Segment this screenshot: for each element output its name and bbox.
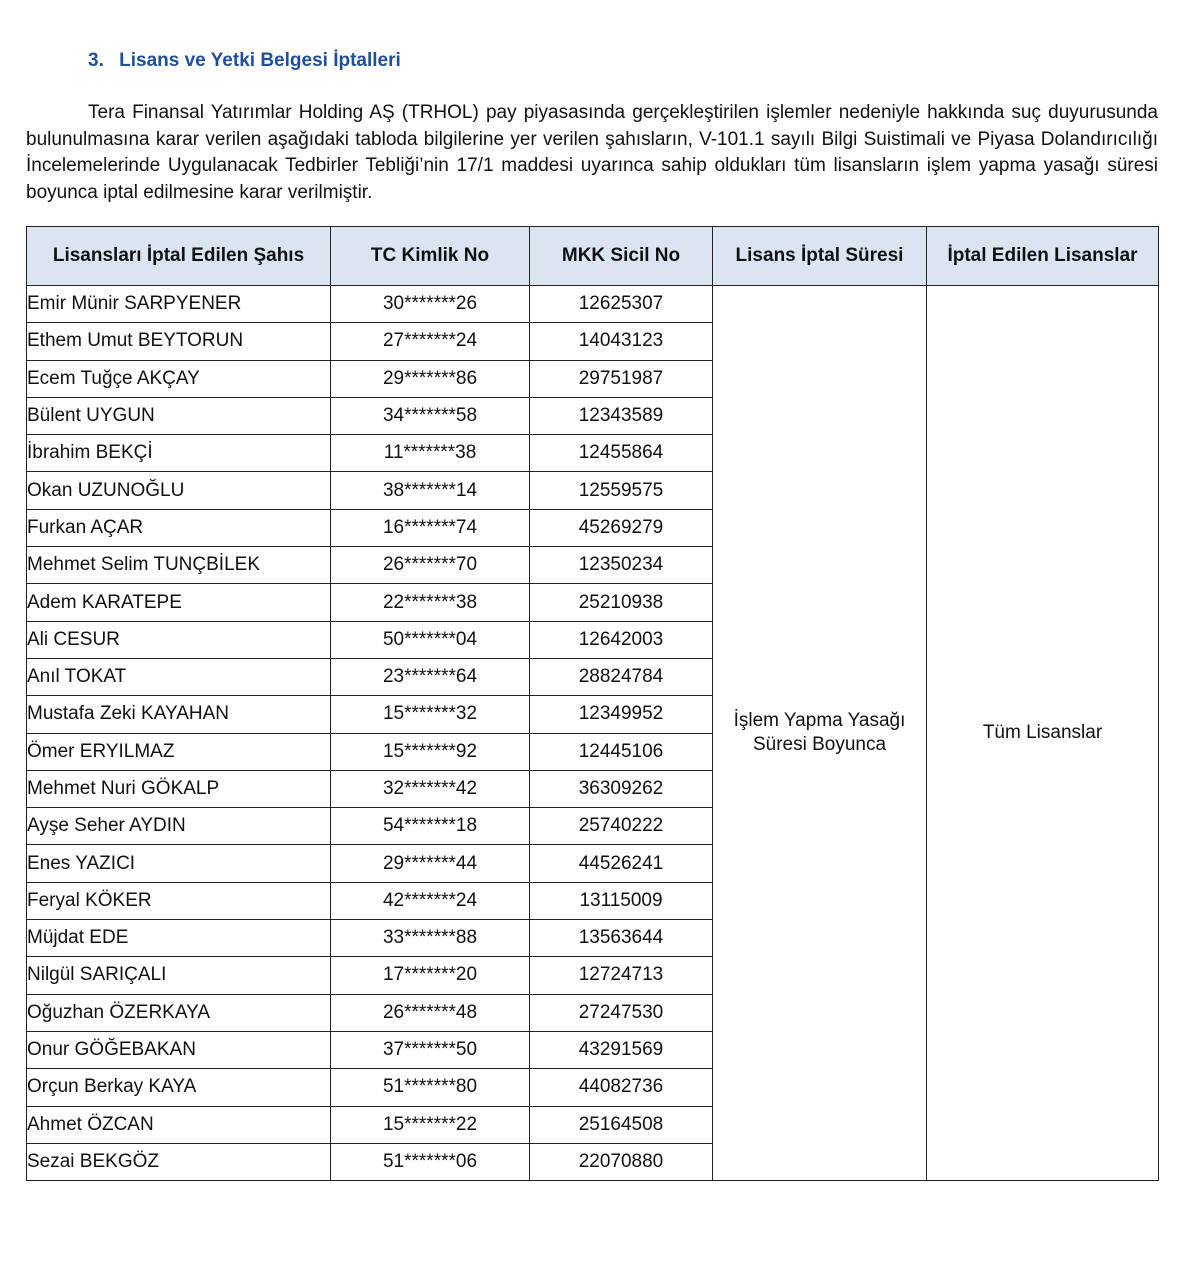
license-cancellation-table [26,226,1159,1181]
tc-no-cell: 51*******80 [331,1069,530,1106]
header-person: Lisansları İptal Edilen Şahıs [27,227,331,286]
person-name-cell: İbrahim BEKÇİ [27,435,331,472]
tc-no-cell: 30*******26 [331,286,530,323]
header-tc-no: TC Kimlik No [331,227,530,286]
section-title: Lisans ve Yetki Belgesi İptalleri [119,50,401,71]
mkk-no-cell: 12559575 [530,472,713,509]
person-name-cell: Ayşe Seher AYDIN [27,808,331,845]
person-name-cell: Oğuzhan ÖZERKAYA [27,994,331,1031]
mkk-no-cell: 45269279 [530,509,713,546]
tc-no-cell: 16*******74 [331,509,530,546]
tc-no-cell: 15*******32 [331,696,530,733]
tc-no-cell: 11*******38 [331,435,530,472]
person-name-cell: Ahmet ÖZCAN [27,1106,331,1143]
person-name-cell: Sezai BEKGÖZ [27,1143,331,1180]
mkk-no-cell: 28824784 [530,658,713,695]
header-mkk-no: MKK Sicil No [530,227,713,286]
mkk-no-cell: 44082736 [530,1069,713,1106]
table-header-row [27,227,1159,286]
intro-paragraph: Tera Finansal Yatırımlar Holding AŞ (TRHOL) pay piyasasında gerçekleştirilen işlemler nedeniyle hakkında suç duyurusunda bulunulmasına karar verilen aşağıdaki tabloda bilgilerine yer verilen şahısların, V-101.1 sayılı Bilgi Suistimali ve Piyasa Dolandırıcılığı İncelemelerinde Uygulanacak Tedbirler Tebliği’nin 17/1 maddesi uyarınca sahip oldukları tüm lisansların işlem yapma yasağı süresi boyunca iptal edilmesine karar verilmiştir. [26,102,1158,203]
mkk-no-cell: 13115009 [530,882,713,919]
section-heading [88,50,401,72]
mkk-no-cell: 43291569 [530,1031,713,1068]
mkk-no-cell: 12455864 [530,435,713,472]
tc-no-cell: 33*******88 [331,920,530,957]
person-name-cell: Enes YAZICI [27,845,331,882]
person-name-cell: Müjdat EDE [27,920,331,957]
licenses-cell: Tüm Lisanslar [927,286,1159,1181]
person-name-cell: Mehmet Nuri GÖKALP [27,770,331,807]
tc-no-cell: 27*******24 [331,323,530,360]
header-duration: Lisans İptal Süresi [713,227,927,286]
tc-no-cell: 23*******64 [331,658,530,695]
mkk-no-cell: 29751987 [530,360,713,397]
section-number: 3. [88,50,104,71]
person-name-cell: Mustafa Zeki KAYAHAN [27,696,331,733]
mkk-no-cell: 12724713 [530,957,713,994]
mkk-no-cell: 25210938 [530,584,713,621]
mkk-no-cell: 44526241 [530,845,713,882]
mkk-no-cell: 12350234 [530,547,713,584]
mkk-no-cell: 25740222 [530,808,713,845]
table-body [27,286,1159,1181]
tc-no-cell: 34*******58 [331,397,530,434]
person-name-cell: Bülent UYGUN [27,397,331,434]
tc-no-cell: 37*******50 [331,1031,530,1068]
person-name-cell: Anıl TOKAT [27,658,331,695]
duration-line-2: Süresi Boyunca [752,734,887,756]
person-name-cell: Ecem Tuğçe AKÇAY [27,360,331,397]
tc-no-cell: 29*******44 [331,845,530,882]
person-name-cell: Mehmet Selim TUNÇBİLEK [27,547,331,584]
mkk-no-cell: 27247530 [530,994,713,1031]
person-name-cell: Orçun Berkay KAYA [27,1069,331,1106]
mkk-no-cell: 12349952 [530,696,713,733]
tc-no-cell: 32*******42 [331,770,530,807]
person-name-cell: Nilgül SARIÇALI [27,957,331,994]
tc-no-cell: 38*******14 [331,472,530,509]
person-name-cell: Emir Münir SARPYENER [27,286,331,323]
mkk-no-cell: 14043123 [530,323,713,360]
duration-cell [713,286,927,1181]
duration-line-1: İşlem Yapma Yasağı [733,710,906,732]
tc-no-cell: 54*******18 [331,808,530,845]
mkk-no-cell: 12445106 [530,733,713,770]
tc-no-cell: 15*******92 [331,733,530,770]
person-name-cell: Ethem Umut BEYTORUN [27,323,331,360]
person-name-cell: Adem KARATEPE [27,584,331,621]
person-name-cell: Onur GÖĞEBAKAN [27,1031,331,1068]
tc-no-cell: 26*******48 [331,994,530,1031]
tc-no-cell: 26*******70 [331,547,530,584]
tc-no-cell: 22*******38 [331,584,530,621]
tc-no-cell: 51*******06 [331,1143,530,1180]
mkk-no-cell: 12625307 [530,286,713,323]
mkk-no-cell: 25164508 [530,1106,713,1143]
mkk-no-cell: 36309262 [530,770,713,807]
header-licenses: İptal Edilen Lisanslar [927,227,1159,286]
tc-no-cell: 29*******86 [331,360,530,397]
mkk-no-cell: 13563644 [530,920,713,957]
person-name-cell: Ali CESUR [27,621,331,658]
mkk-no-cell: 12642003 [530,621,713,658]
tc-no-cell: 17*******20 [331,957,530,994]
tc-no-cell: 15*******22 [331,1106,530,1143]
mkk-no-cell: 22070880 [530,1143,713,1180]
tc-no-cell: 50*******04 [331,621,530,658]
tc-no-cell: 42*******24 [331,882,530,919]
person-name-cell: Feryal KÖKER [27,882,331,919]
table-row [27,286,1159,323]
person-name-cell: Furkan AÇAR [27,509,331,546]
person-name-cell: Ömer ERYILMAZ [27,733,331,770]
mkk-no-cell: 12343589 [530,397,713,434]
person-name-cell: Okan UZUNOĞLU [27,472,331,509]
